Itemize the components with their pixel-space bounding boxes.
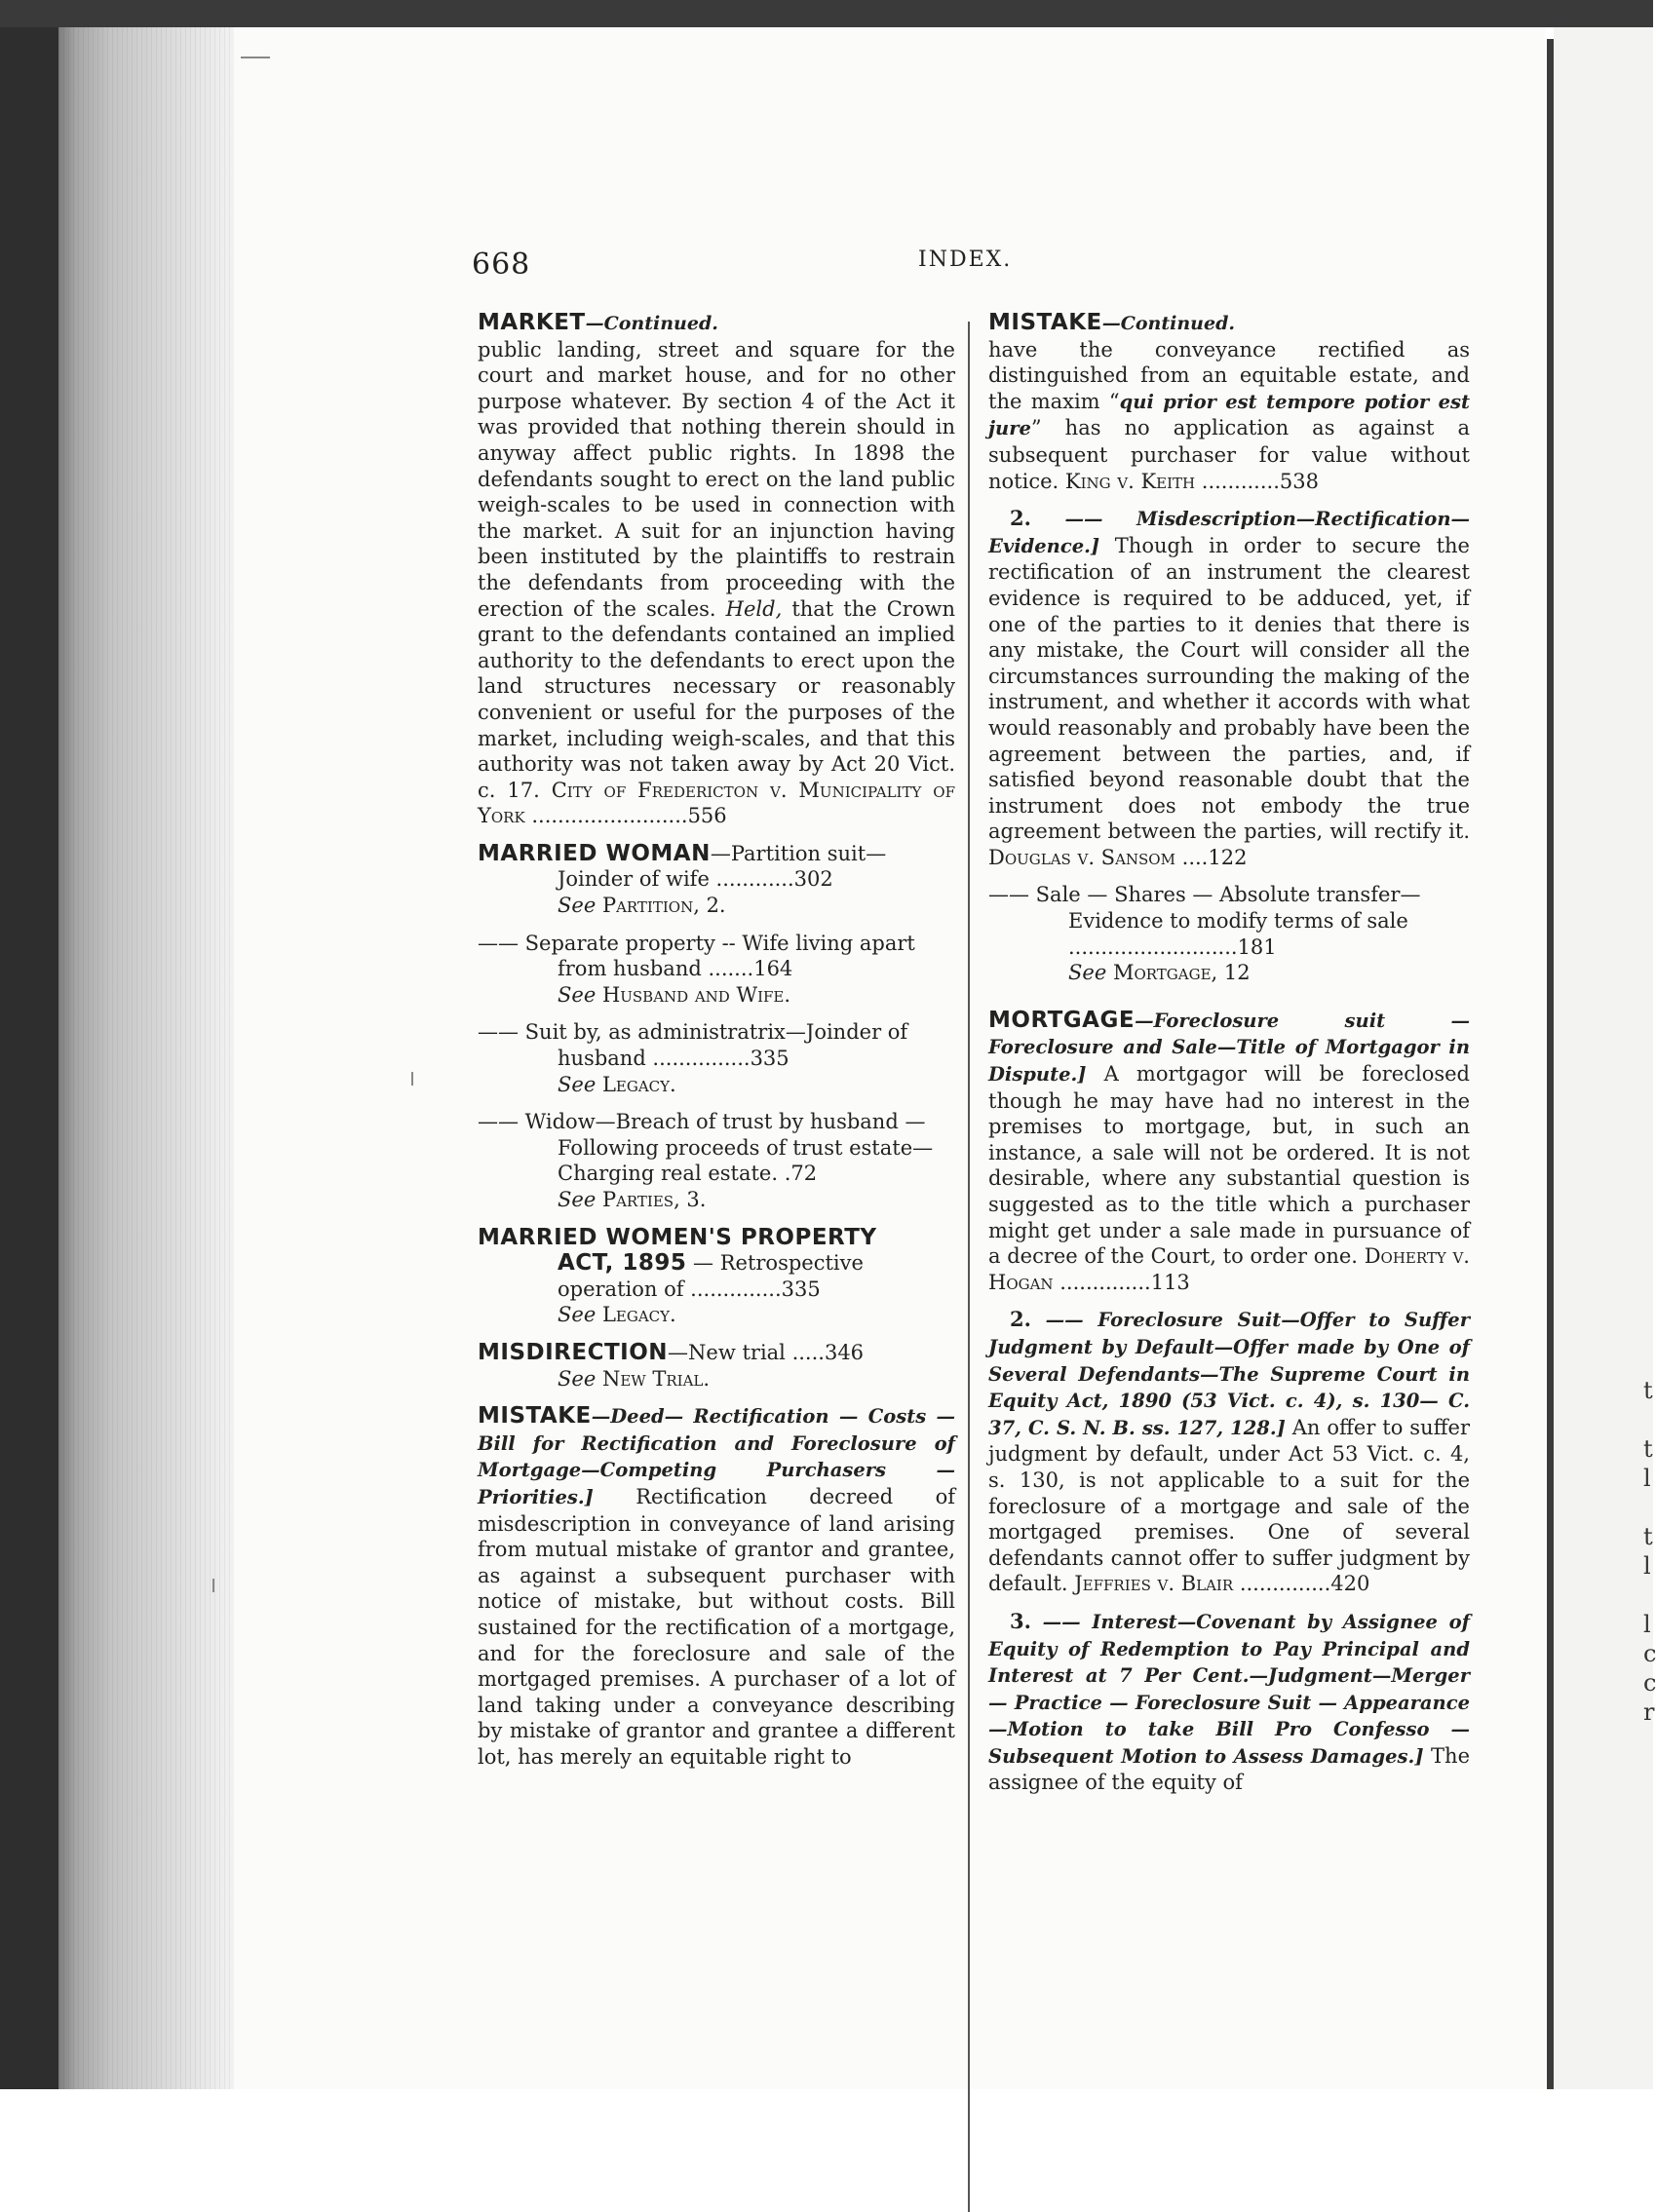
- page-ref: 72: [790, 1162, 818, 1186]
- page-stack-lines: [58, 27, 234, 2089]
- entry-text: —— Separate property -- Wife living apart from husband .......: [478, 931, 915, 981]
- page-ref: 556: [687, 804, 727, 828]
- entry-text: Rectification decreed of misdescription in conveyance of land arising from mutual mistake of grantor and grantee, as against a subsequent purchaser with notice of mistake, but without costs. Bill sustained for the rectification of a mortgage, and for the foreclosure and sale of the mortgaged premises. A purchaser of a lot of land taking under a conveyance describing by mistake of grantor and grantee a different lot, has merely an equitable right to: [478, 1484, 955, 1769]
- facing-page-glyph: t: [1643, 1435, 1653, 1463]
- left-column: [478, 310, 955, 1770]
- case-citation: Doherty v. Hogan: [988, 1244, 1470, 1294]
- entry-text: that the Crown grant to the defendants contained an implied authority to the defendants to erect upon the land structures necessary or reasonably convenient or useful for the purposes of the market, including weigh-scales, and that this authority was not taken away by Act 20 Vict. c. 17.: [478, 596, 955, 802]
- facing-page-glyph: l: [1643, 1611, 1651, 1638]
- headword: MORTGAGE: [988, 1007, 1136, 1033]
- see-target: Legacy.: [601, 1072, 676, 1096]
- entry-text: —— Widow—Breach of trust by husband —Following proceeds of trust estate—Charging real estate. .: [478, 1110, 934, 1186]
- latin-maxim: qui prior est tempore potior est jure: [988, 390, 1471, 440]
- facing-page-glyph: l: [1643, 1465, 1651, 1492]
- scan-artifact: [212, 1579, 214, 1592]
- page-ref: 164: [753, 957, 793, 981]
- index-entry-market: [478, 310, 955, 337]
- page-ref: 181: [1237, 934, 1277, 959]
- leader-dots: ........................: [524, 804, 688, 828]
- entry-text: Though in order to secure the rectification of an instrument the clearest evidence is required to be adduced, yet, if one of the parties to it denies that there is any mistake, the Court will consider all the circumstances surrounding the making of the instrument, and whether it accords with what would reasonably and probably have been the agreement between the parties, and, if satisfied beyond reasonable doubt that the instrument does not embody the true agreement between the parties, will rectify it.: [988, 533, 1470, 844]
- facing-page-glyph: r: [1643, 1698, 1655, 1726]
- cross-reference: [478, 893, 955, 919]
- index-subentry: [478, 931, 955, 982]
- continued-label: —Continued.: [585, 313, 718, 334]
- entry-subject-title: —Foreclosure suit — Foreclosure and Sale—Title of Mortgagor in Dispute.]: [988, 1009, 1470, 1087]
- running-head: INDEX.: [918, 248, 1013, 272]
- index-entry-married-woman: [478, 841, 955, 893]
- index-subentry-numbered: [988, 506, 1470, 870]
- page-ref: 302: [793, 867, 833, 892]
- right-column: [988, 310, 1470, 1796]
- subentry-number: 2.: [1010, 1307, 1031, 1332]
- entry-text: have the conveyance rectified as distinguished from an equitable estate, and the maxim “: [988, 337, 1470, 413]
- headword: MISDIRECTION: [478, 1339, 669, 1365]
- cross-reference: [478, 1187, 955, 1213]
- see-target: Partition, 2.: [601, 894, 726, 918]
- index-subentry: [988, 882, 1470, 960]
- headword: MISTAKE: [478, 1403, 592, 1430]
- see-label: See: [1068, 961, 1107, 985]
- entry-text: A mortgagor will be foreclosed though he may have had no interest in the premises to mortgage, but, in such an instance, a sale will not be ordered. It is not desirable, where any substantial question is suggested as to the title which a purchaser might get under a sale made in pursuance of a decree of the Court, to order one.: [988, 1062, 1470, 1269]
- headword: MISTAKE: [988, 310, 1102, 335]
- case-citation: City of Fredericton v. Municipality of York: [478, 778, 955, 828]
- see-label: See: [558, 1188, 597, 1211]
- cross-reference: [478, 982, 955, 1009]
- facing-page-sliver: [1554, 27, 1656, 2089]
- book-gutter: [1547, 39, 1554, 2089]
- entry-body: [478, 1250, 955, 1302]
- see-label: See: [558, 1072, 597, 1096]
- index-subentry-numbered: [988, 1609, 1470, 1796]
- index-entry-mortgage: [988, 1008, 1470, 1296]
- entry-text: public landing, street and square for the court and market house, and for no other purpose whatever. By section 4 of the Act it was provided that nothing therein should in anyway affect public rights. In 1898 the defendants sought to erect on the land public weigh-scales to be used in connection with the market. A suit for an injunction having been instituted by the plaintiffs to restrain the defendants from proceeding with the erection of the scales.: [478, 337, 955, 621]
- headword-continued: ACT, 1895: [558, 1250, 687, 1277]
- cross-reference: [988, 960, 1470, 986]
- index-subentry: [478, 1109, 955, 1187]
- case-citation: King v. Keith: [1064, 469, 1196, 493]
- cross-reference: [478, 1072, 955, 1098]
- entry-text: —New trial .....: [668, 1340, 825, 1364]
- headword: MARRIED WOMAN: [478, 840, 711, 866]
- facing-page-glyph: c: [1643, 1669, 1656, 1697]
- entry-text: —Partition suit—Joinder of wife ............: [558, 841, 887, 892]
- book-binding-edge: [0, 27, 58, 2089]
- entry-subject-title: —— Misdescription—Rectification—Evidence.]: [988, 508, 1470, 557]
- see-label: See: [558, 1366, 597, 1391]
- index-subentry-numbered: [988, 1307, 1470, 1597]
- entry-text: The assignee of the equity of: [988, 1743, 1470, 1795]
- scan-artifact: [411, 1072, 413, 1086]
- facing-page-glyph: c: [1643, 1640, 1656, 1667]
- page-ref: 346: [824, 1340, 865, 1364]
- page-ref: 335: [750, 1047, 789, 1071]
- scan-artifact: [241, 57, 270, 58]
- see-target: Parties, 3.: [601, 1188, 707, 1211]
- held-label: Held,: [725, 596, 783, 621]
- entry-subject-title: —Deed— Rectification — Costs —Bill for Rectification and Foreclosure of Mortgage—Competing Purchasers — Priorities.]: [478, 1405, 955, 1508]
- continued-label: —Continued.: [1101, 313, 1235, 334]
- index-entry-mistake: [478, 1403, 955, 1770]
- entry-text: ” has no application as against a subsequent purchaser for value without notice.: [988, 416, 1470, 493]
- headword: MARKET: [478, 310, 586, 335]
- page-ref: 420: [1330, 1572, 1370, 1596]
- entry-body: [478, 337, 955, 829]
- see-label: See: [558, 1303, 597, 1327]
- entry-subject-title: —— Foreclosure Suit—Offer to Suffer Judgment by Default—Offer made by One of Several Defendants—The Supreme Court in Equity Act, 1890 (53 Vict. c. 4), s. 130— C. 37, C. S. N. B. ss. 127, 128.]: [988, 1309, 1470, 1439]
- entry-text: — Retrospective operation of ..............: [558, 1251, 864, 1301]
- cross-reference: [478, 1302, 955, 1328]
- scan-top-band: [0, 0, 1653, 27]
- cross-reference: [478, 1366, 955, 1392]
- entry-body: [988, 337, 1470, 495]
- headword: MARRIED WOMEN'S PROPERTY: [478, 1224, 877, 1250]
- leader-dots: ..............: [1053, 1270, 1151, 1294]
- facing-page-glyph: t: [1643, 1377, 1653, 1404]
- column-divider: [968, 322, 970, 2212]
- entry-text: —— Suit by, as administratrix—Joinder of husband ...............: [478, 1020, 908, 1071]
- index-entry-mistake-continued: [988, 310, 1470, 337]
- page-number: 668: [472, 248, 531, 282]
- leader-dots: ............: [1195, 469, 1280, 493]
- entry-subject-title: —— Interest—Covenant by Assignee of Equity of Redemption to Pay Principal and Interest at 7 Per Cent.—Judgment—Merger — Practice — Foreclosure Suit — Appearance—Motion to take Bill Pro Confesso — Subsequent Motion to Assess Damages.]: [988, 1610, 1470, 1768]
- see-target: Mortgage, 12: [1112, 961, 1251, 985]
- entry-text: An offer to suffer judgment by default, under Act 53 Vict. c. 4, s. 130, is not applicable to a suit for the foreclosure of a mortgage and sale of the mortgaged premises. One of several defendants cannot offer to suffer judgment by default.: [988, 1415, 1470, 1596]
- see-label: See: [558, 894, 597, 918]
- see-label: See: [558, 982, 597, 1007]
- case-citation: Douglas v. Sansom: [988, 845, 1175, 869]
- page-ref: 335: [781, 1277, 821, 1301]
- page-ref: 113: [1150, 1270, 1190, 1294]
- subentry-number: 3.: [1010, 1608, 1031, 1633]
- index-entry-married-womens-property-act: [478, 1225, 955, 1251]
- index-subentry: [478, 1019, 955, 1071]
- see-target: Legacy.: [601, 1303, 676, 1327]
- facing-page-glyph: l: [1643, 1552, 1651, 1580]
- index-entry-misdirection: [478, 1340, 955, 1366]
- entry-text: —— Sale — Shares — Absolute transfer— Evidence to modify terms of sale ..........................: [988, 883, 1421, 959]
- page-ref: 122: [1208, 845, 1248, 869]
- facing-page-glyph: t: [1643, 1523, 1653, 1550]
- case-citation: Jeffries v. Blair: [1074, 1572, 1234, 1596]
- leader-dots: ..............: [1233, 1572, 1331, 1596]
- see-target: Husband and Wife.: [601, 982, 791, 1007]
- see-target: New Trial.: [601, 1366, 711, 1391]
- subentry-number: 2.: [1010, 506, 1031, 531]
- leader-dots: ....: [1175, 845, 1209, 869]
- page-ref: 538: [1279, 469, 1319, 493]
